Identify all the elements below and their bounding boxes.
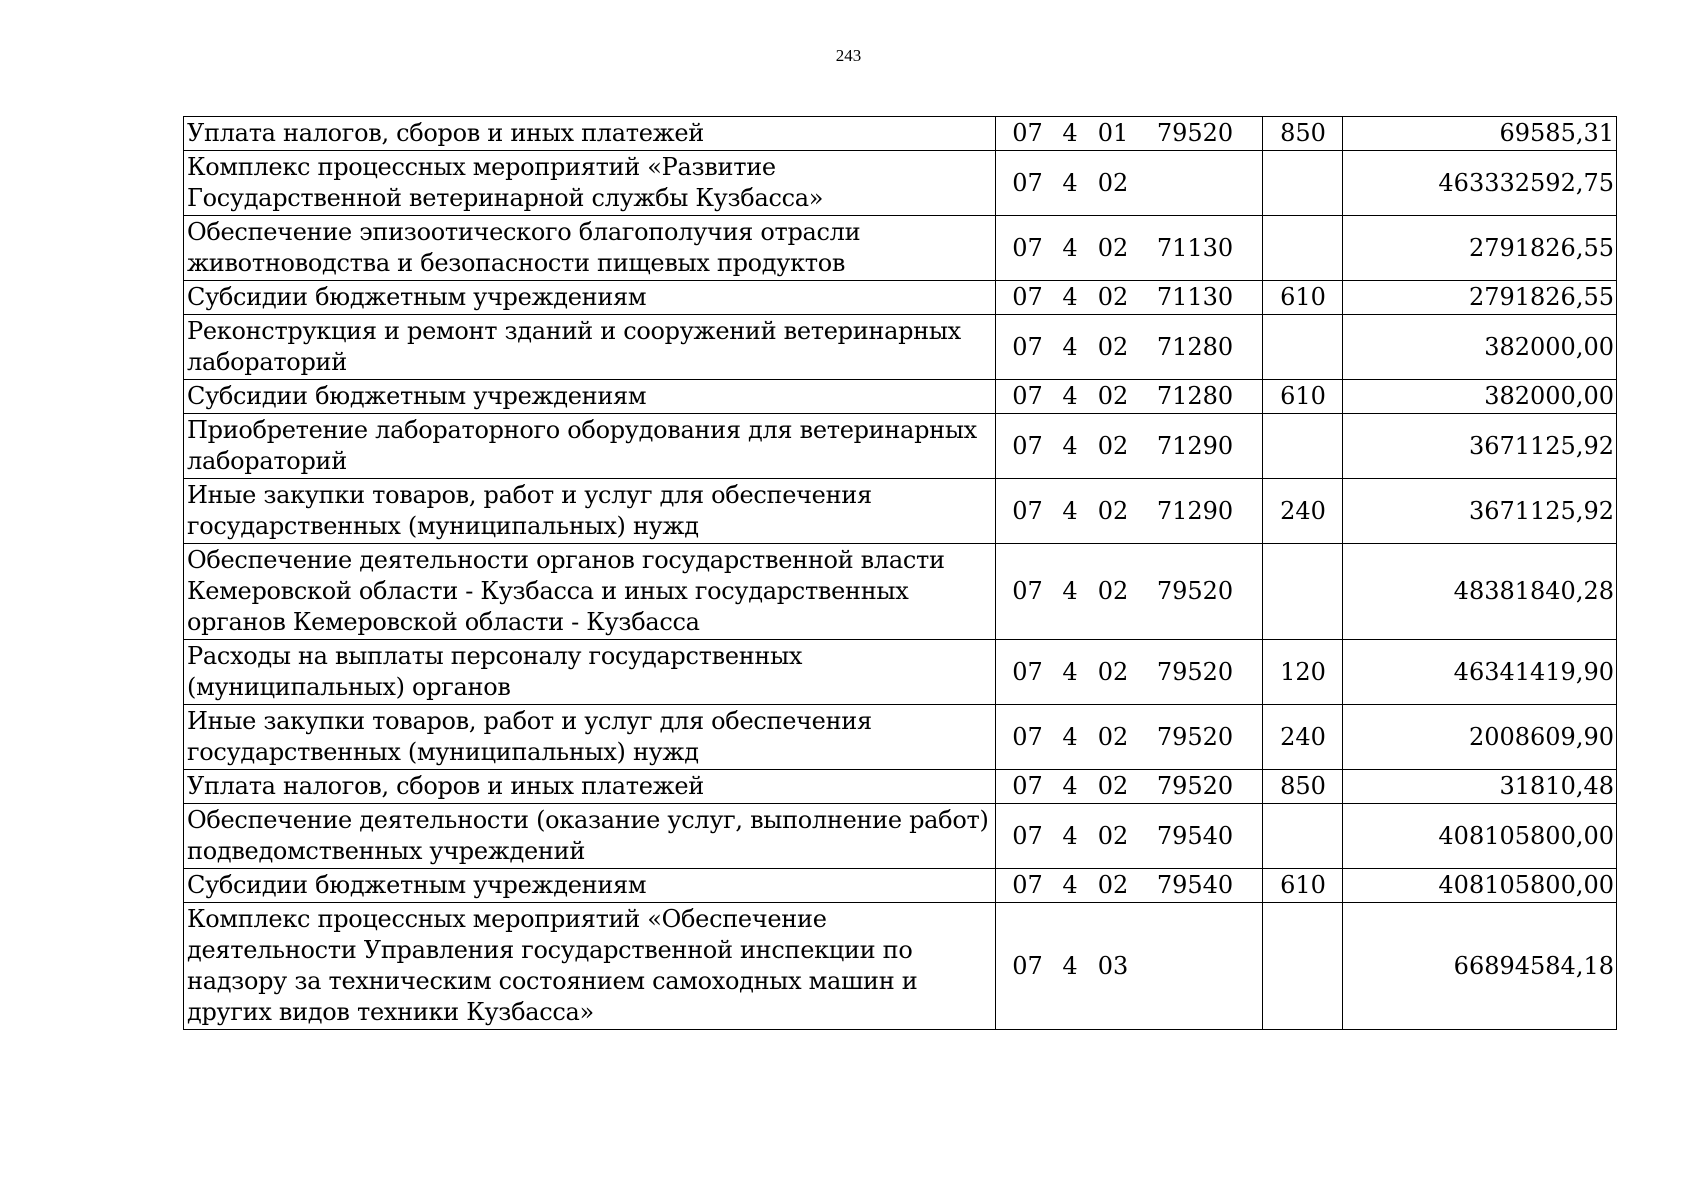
row-sum: 48381840,28 bbox=[1343, 544, 1617, 640]
row-target-code bbox=[996, 151, 1263, 216]
subprogram-code: 4 bbox=[1062, 233, 1078, 262]
expense-type-code: 850 bbox=[1263, 770, 1343, 804]
main-event-code: 03 bbox=[1097, 951, 1129, 980]
subprogram-code: 4 bbox=[1062, 772, 1078, 800]
row-sum: 2791826,55 bbox=[1343, 216, 1617, 281]
main-event-code: 02 bbox=[1097, 722, 1129, 751]
table-row bbox=[184, 380, 1617, 414]
table-row bbox=[184, 117, 1617, 151]
row-sum: 3671125,92 bbox=[1343, 414, 1617, 479]
row-sum: 408105800,00 bbox=[1343, 869, 1617, 903]
program-code: 07 bbox=[1012, 772, 1043, 800]
expense-type-code bbox=[1263, 151, 1343, 216]
row-sum: 382000,00 bbox=[1343, 315, 1617, 380]
expense-type-code: 610 bbox=[1263, 380, 1343, 414]
program-code: 07 bbox=[1012, 168, 1043, 197]
expense-type-code: 610 bbox=[1263, 869, 1343, 903]
row-name: Уплата налогов, сборов и иных платежей bbox=[184, 770, 996, 804]
subprogram-code: 4 bbox=[1062, 382, 1078, 410]
main-event-code: 02 bbox=[1097, 821, 1129, 850]
direction-code: 79520 bbox=[1156, 119, 1234, 147]
row-target-code bbox=[996, 479, 1263, 544]
subprogram-code: 4 bbox=[1062, 283, 1078, 311]
program-code: 07 bbox=[1012, 119, 1043, 147]
subprogram-code: 4 bbox=[1062, 496, 1078, 525]
subprogram-code: 4 bbox=[1062, 951, 1078, 980]
main-event-code: 02 bbox=[1097, 772, 1129, 800]
main-event-code: 02 bbox=[1097, 577, 1129, 605]
row-name: Субсидии бюджетным учреждениям bbox=[184, 869, 996, 903]
main-event-code: 02 bbox=[1097, 496, 1129, 525]
table-row bbox=[184, 151, 1617, 216]
direction-code: 71130 bbox=[1156, 233, 1234, 262]
expense-type-code bbox=[1263, 804, 1343, 869]
subprogram-code: 4 bbox=[1062, 657, 1078, 686]
row-sum: 463332592,75 bbox=[1343, 151, 1617, 216]
subprogram-code: 4 bbox=[1062, 119, 1078, 147]
row-name: Приобретение лабораторного оборудования для ветеринарных лабораторий bbox=[184, 414, 996, 479]
row-target-code bbox=[996, 903, 1263, 1030]
direction-code: 79520 bbox=[1156, 772, 1234, 800]
row-sum: 31810,48 bbox=[1343, 770, 1617, 804]
row-name: Иные закупки товаров, работ и услуг для обеспечения государственных (муниципальных) нужд bbox=[184, 479, 996, 544]
program-code: 07 bbox=[1012, 722, 1043, 751]
main-event-code: 02 bbox=[1097, 233, 1129, 262]
direction-code: 71280 bbox=[1156, 382, 1234, 410]
main-event-code: 02 bbox=[1097, 283, 1129, 311]
direction-code: 79520 bbox=[1156, 722, 1234, 751]
main-event-code: 02 bbox=[1097, 431, 1129, 460]
row-sum: 69585,31 bbox=[1343, 117, 1617, 151]
row-target-code bbox=[996, 869, 1263, 903]
subprogram-code: 4 bbox=[1062, 821, 1078, 850]
main-event-code: 02 bbox=[1097, 871, 1129, 899]
direction-code: 71130 bbox=[1156, 283, 1234, 311]
row-target-code bbox=[996, 380, 1263, 414]
subprogram-code: 4 bbox=[1062, 332, 1078, 361]
expense-type-code: 610 bbox=[1263, 281, 1343, 315]
direction-code: 79540 bbox=[1156, 821, 1234, 850]
main-event-code: 01 bbox=[1097, 119, 1129, 147]
table-row bbox=[184, 414, 1617, 479]
table-row bbox=[184, 705, 1617, 770]
main-event-code: 02 bbox=[1097, 657, 1129, 686]
expense-type-code bbox=[1263, 903, 1343, 1030]
row-sum: 408105800,00 bbox=[1343, 804, 1617, 869]
row-name: Комплекс процессных мероприятий «Обеспечение деятельности Управления государственной инспекции по надзору за техническим состоянием самоходных машин и других видов техники Кузбасса» bbox=[184, 903, 996, 1030]
subprogram-code: 4 bbox=[1062, 871, 1078, 899]
row-name: Уплата налогов, сборов и иных платежей bbox=[184, 117, 996, 151]
table-row bbox=[184, 216, 1617, 281]
program-code: 07 bbox=[1012, 233, 1043, 262]
row-sum: 46341419,90 bbox=[1343, 640, 1617, 705]
row-sum: 2008609,90 bbox=[1343, 705, 1617, 770]
table-row bbox=[184, 479, 1617, 544]
expense-type-code: 120 bbox=[1263, 640, 1343, 705]
subprogram-code: 4 bbox=[1062, 577, 1078, 605]
expense-type-code: 240 bbox=[1263, 479, 1343, 544]
subprogram-code: 4 bbox=[1062, 168, 1078, 197]
budget-table bbox=[183, 116, 1617, 1030]
program-code: 07 bbox=[1012, 332, 1043, 361]
table-row bbox=[184, 315, 1617, 380]
row-name: Обеспечение деятельности органов государственной власти Кемеровской области - Кузбасса и иных государственных органов Кемеровской области - Кузбасса bbox=[184, 544, 996, 640]
direction-code: 71280 bbox=[1156, 332, 1234, 361]
program-code: 07 bbox=[1012, 496, 1043, 525]
row-name: Расходы на выплаты персоналу государственных (муниципальных) органов bbox=[184, 640, 996, 705]
table-row bbox=[184, 544, 1617, 640]
direction-code: 71290 bbox=[1156, 431, 1234, 460]
table-row bbox=[184, 640, 1617, 705]
program-code: 07 bbox=[1012, 382, 1043, 410]
table-row bbox=[184, 770, 1617, 804]
budget-table-body bbox=[184, 117, 1617, 1030]
row-name: Обеспечение деятельности (оказание услуг, выполнение работ) подведомственных учреждений bbox=[184, 804, 996, 869]
row-target-code bbox=[996, 414, 1263, 479]
row-target-code bbox=[996, 281, 1263, 315]
row-name: Субсидии бюджетным учреждениям bbox=[184, 281, 996, 315]
expense-type-code bbox=[1263, 544, 1343, 640]
row-target-code bbox=[996, 770, 1263, 804]
program-code: 07 bbox=[1012, 577, 1043, 605]
row-target-code bbox=[996, 216, 1263, 281]
row-target-code bbox=[996, 804, 1263, 869]
main-event-code: 02 bbox=[1097, 382, 1129, 410]
program-code: 07 bbox=[1012, 871, 1043, 899]
table-row bbox=[184, 869, 1617, 903]
program-code: 07 bbox=[1012, 431, 1043, 460]
row-name: Иные закупки товаров, работ и услуг для обеспечения государственных (муниципальных) нужд bbox=[184, 705, 996, 770]
table-row bbox=[184, 903, 1617, 1030]
row-sum: 382000,00 bbox=[1343, 380, 1617, 414]
main-event-code: 02 bbox=[1097, 332, 1129, 361]
expense-type-code bbox=[1263, 414, 1343, 479]
row-name: Субсидии бюджетным учреждениям bbox=[184, 380, 996, 414]
direction-code: 79520 bbox=[1156, 657, 1234, 686]
row-target-code bbox=[996, 640, 1263, 705]
row-name: Реконструкция и ремонт зданий и сооружений ветеринарных лабораторий bbox=[184, 315, 996, 380]
table-row bbox=[184, 281, 1617, 315]
row-target-code bbox=[996, 544, 1263, 640]
program-code: 07 bbox=[1012, 657, 1043, 686]
row-sum: 66894584,18 bbox=[1343, 903, 1617, 1030]
expense-type-code bbox=[1263, 315, 1343, 380]
subprogram-code: 4 bbox=[1062, 722, 1078, 751]
direction-code: 71290 bbox=[1156, 496, 1234, 525]
row-sum: 2791826,55 bbox=[1343, 281, 1617, 315]
expense-type-code bbox=[1263, 216, 1343, 281]
row-name: Комплекс процессных мероприятий «Развитие Государственной ветеринарной службы Кузбасса» bbox=[184, 151, 996, 216]
expense-type-code: 850 bbox=[1263, 117, 1343, 151]
program-code: 07 bbox=[1012, 951, 1043, 980]
program-code: 07 bbox=[1012, 821, 1043, 850]
subprogram-code: 4 bbox=[1062, 431, 1078, 460]
row-target-code bbox=[996, 705, 1263, 770]
direction-code: 79540 bbox=[1156, 871, 1234, 899]
table-row bbox=[184, 804, 1617, 869]
page-number: 243 bbox=[835, 46, 862, 65]
row-target-code bbox=[996, 117, 1263, 151]
program-code: 07 bbox=[1012, 283, 1043, 311]
row-name: Обеспечение эпизоотического благополучия отрасли животноводства и безопасности пищевых продуктов bbox=[184, 216, 996, 281]
main-event-code: 02 bbox=[1097, 168, 1129, 197]
row-target-code bbox=[996, 315, 1263, 380]
direction-code: 79520 bbox=[1156, 577, 1234, 605]
expense-type-code: 240 bbox=[1263, 705, 1343, 770]
row-sum: 3671125,92 bbox=[1343, 479, 1617, 544]
